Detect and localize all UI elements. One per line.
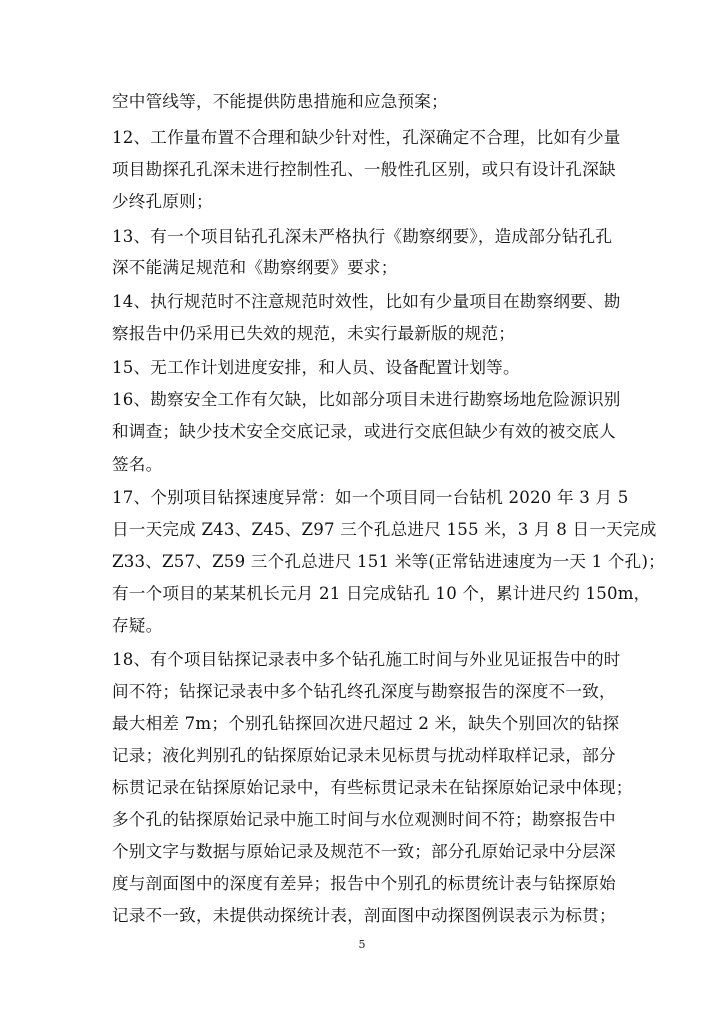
text-line: 有一个项目的某某机长元月 21 日完成钻孔 10 个，累计进尺约 150m， xyxy=(112,584,651,603)
page-number: 5 xyxy=(358,938,366,951)
text-line: 多个孔的钻探原始记录中施工时间与水位观测时间不符；勘察报告中 xyxy=(112,810,616,829)
text-line: 15、无工作计划进度安排，和人员、设备配置计划等。 xyxy=(112,358,520,377)
text-line: 空中管线等，不能提供防患措施和应急预案； xyxy=(112,92,448,111)
text-line: 17、个别项目钻探速度异常：如一个项目同一台钻机 2020 年 3 月 5 xyxy=(112,488,629,507)
text-line: 和调查；缺少技术安全交底记录，或进行交底但缺少有效的被交底人 xyxy=(112,422,616,441)
text-line: 间不符；钻探记录表中多个钻孔终孔深度与勘察报告的深度不一致， xyxy=(112,682,616,701)
text-line: 深不能满足规范和《勘察纲要》要求； xyxy=(112,258,398,277)
text-line: 14、执行规范时不注意规范时效性，比如有少量项目在勘察纲要、勘 xyxy=(112,292,621,311)
text-line: 日一天完成 Z43、Z45、Z97 三个孔总进尺 155 米，3 月 8 日一天完成 xyxy=(112,520,657,539)
text-line: Z33、Z57、Z59 三个孔总进尺 151 米等(正常钻进速度为一天 1 个孔)； xyxy=(112,552,665,571)
text-line: 最大相差 7m；个别孔钻探回次进尺超过 2 米，缺失个别回次的钻探 xyxy=(112,714,620,733)
text-line: 16、勘察安全工作有欠缺，比如部分项目未进行勘察场地危险源识别 xyxy=(112,390,621,409)
text-line: 察报告中仍采用已失效的规范，未实行最新版的规范； xyxy=(112,324,516,343)
text-line: 12、工作量布置不合理和缺少针对性，孔深确定不合理，比如有少量 xyxy=(112,128,621,147)
text-line: 个别文字与数据与原始记录及规范不一致；部分孔原始记录中分层深 xyxy=(112,842,616,861)
text-line: 标贯记录在钻探原始记录中，有些标贯记录未在钻探原始记录中体现； xyxy=(112,778,633,797)
text-line: 记录；液化判别孔的钻探原始记录未见标贯与扰动样取样记录，部分 xyxy=(112,746,616,765)
text-line: 13、有一个项目钻孔孔深未严格执行《勘察纲要》，造成部分钻孔孔 xyxy=(112,227,613,246)
text-line: 度与剖面图中的深度有差异；报告中个别孔的标贯统计表与钻探原始 xyxy=(112,874,616,893)
text-line: 记录不一致，未提供动探统计表，剖面图中动探图例误表示为标贯； xyxy=(112,906,616,925)
text-line: 18、有个项目钻探记录表中多个钻孔施工时间与外业见证报告中的时 xyxy=(112,650,621,669)
text-line: 少终孔原则； xyxy=(112,192,213,211)
text-line: 项目勘探孔孔深未进行控制性孔、一般性孔区别，或只有设计孔深缺 xyxy=(112,160,616,179)
text-line: 存疑。 xyxy=(112,616,163,635)
text-line: 签名。 xyxy=(112,455,163,474)
